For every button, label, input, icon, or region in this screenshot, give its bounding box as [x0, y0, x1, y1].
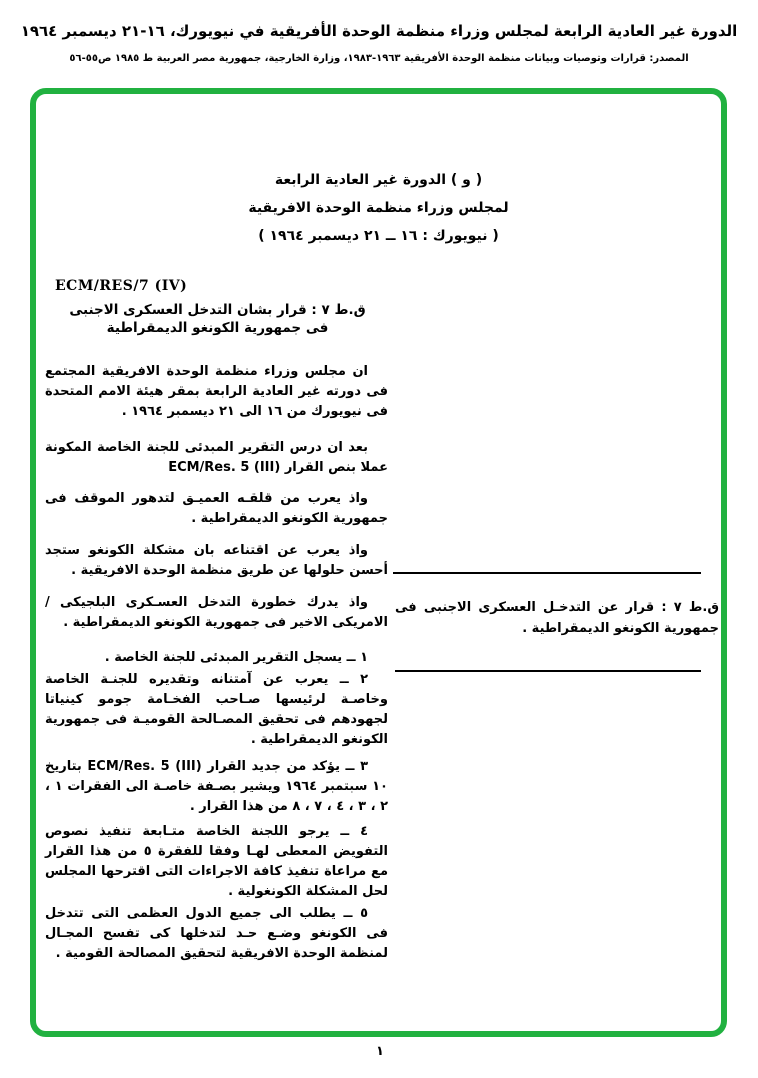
preamble-paragraph-4: واذ يعرب عن اقتناعه بان مشكلة الكونغو ستجد أحسن حلولها عن طريق منظمة الوحدة الافريقية . [45, 543, 388, 578]
preamble-paragraph-2: بعد ان درس التقرير المبدئى للجنة الخاصة المكونة عملا بنص القرار ECM/Res. 5 (III) [45, 440, 388, 475]
operative-item-3: ٣ ــ يؤكد من جديد القرار ECM/Res. 5 (III) بتاريخ ١٠ سبتمبر ١٩٦٤ ويشير بصـفة خاصـة الى الفقرات ١ ، ٢ ، ٣ ، ٤ ، ٧ ، ٨ من هذا القرار . [45, 759, 388, 814]
sidebar-note-top-rule [393, 572, 701, 574]
document-title-line2: لمجلس وزراء منظمة الوحدة الافريقية [248, 200, 509, 216]
preamble-paragraph-1: ان مجلس وزراء منظمة الوحدة الافريقية المجتمع فى دورته غير العادية الرابعة بمقر هيئة الامم المتحدة فى نيويورك من ١٦ الى ٢١ ديسمبر ١٩٦٤ . [45, 364, 388, 419]
resolution-heading-line1: ق.ط ٧ : قرار بشان التدخل العسكرى الاجنبى [69, 302, 366, 318]
resolution-heading-line2: فى جمهورية الكونغو الديمقراطية [106, 320, 329, 336]
operative-item-4: ٤ ــ يرجو اللجنة الخاصة متـابعة تنفيذ نصوص التفويض المعطى لهـا وفقا للفقرة ٥ من هذا القرار مع مراعاة تنفيذ كافة الاجراءات التى اقترحها المجلس لحل المشكلة الكونغولية . [45, 824, 388, 899]
preamble-paragraph-5: واذ يدرك خطورة التدخل العسـكرى البلجيكى / الامريكى الاخير فى جمهورية الكونغو الديمقراطية . [45, 595, 388, 630]
resolution-heading [45, 301, 390, 337]
document-title-line3: ( نيويورك : ١٦ ــ ٢١ ديسمبر ١٩٦٤ ) [258, 228, 499, 244]
sidebar-note-text: ق.ط ٧ : قرار عن التدخـل العسكرى الاجنبى فى جمهورية الكونغو الديمقراطية . [395, 600, 719, 636]
page-header-title: الدورة غير العادية الرابعة لمجلس وزراء منظمة الوحدة الأفريقية في نيويورك، ١٦-٢١ ديسمبر ١٩٦٤ [20, 22, 738, 40]
preamble-paragraph-3: واذ يعرب من قلقـه العميـق لتدهور الموقف فى جمهورية الكونغو الديمقراطية . [45, 491, 388, 526]
document-title-line1: ( و ) الدورة غير العادية الرابعة [274, 172, 483, 188]
document-title [30, 166, 727, 250]
page-number: ١ [376, 1044, 384, 1059]
operative-item-1: ١ ــ يسجل التقرير المبدئى للجنة الخاصة . [104, 650, 368, 665]
resolution-reference-code: ECM/RES/7 (IV) [55, 278, 188, 294]
operative-item-5: ٥ ــ يطلب الى جميع الدول العظمى التى تتدخل فى الكونغو وضـع حـد لتدخلها كى تفسح المجـال لمنظمة الوحدة الافريقية لتحقيق المصالحة القومية . [45, 906, 388, 961]
page-header-source: المصدر: قرارات وتوصيات وبيانات منظمة الوحدة الأفريقية ١٩٦٣-١٩٨٣، وزارة الخارجية، جمهورية مصر العربية ط ١٩٨٥ ص٥٥-٥٦ [69, 53, 689, 64]
operative-item-2: ٢ ــ يعرب عن آمتنانه وتقديره للجنـة الخاصة وخاصـة لرئيسها صـاحب الفخـامة جومو كينياتا لجهودهم فى تحقيق المصـالحة القوميـة فى جمهورية الكونغو الديمقراطية . [45, 672, 388, 747]
sidebar-note-bottom-rule [395, 670, 701, 672]
